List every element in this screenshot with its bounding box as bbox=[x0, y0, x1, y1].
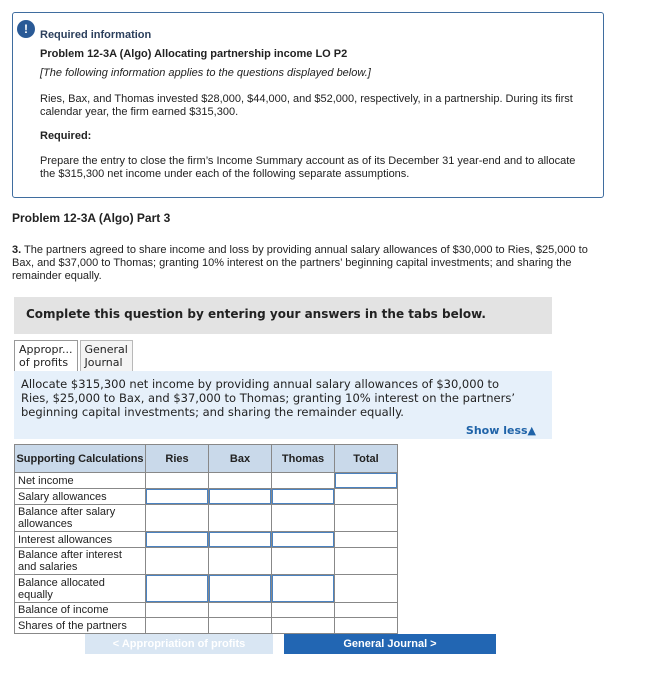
instruction-text: Allocate $315,300 net income by providing annual salary allowances of $30,000 to Ries, $25,000 to Bax, and $37,000 to Thomas; granting 10% interest on the partners’ beginning capital investments; and sharing the remainder equally. bbox=[21, 377, 515, 419]
input-equal-thomas[interactable] bbox=[272, 575, 334, 602]
row-label: Salary allowances bbox=[15, 489, 146, 505]
table-row bbox=[15, 603, 398, 618]
input-salary-thomas[interactable] bbox=[272, 489, 334, 504]
cell-thomas bbox=[272, 473, 335, 489]
part-title: Problem 12-3A (Algo) Part 3 bbox=[12, 211, 171, 225]
cell-thomas bbox=[272, 603, 335, 618]
question-body: The partners agreed to share income and loss by providing annual salary allowances of $30,000 to Ries, $25,000 to Bax, and $37,000 to Thomas; granting 10% interest on the partners’ beginning capital investments; and sharing the remainder equally. bbox=[12, 244, 588, 282]
row-label: Balance allocated equally bbox=[15, 575, 146, 603]
input-equal-bax[interactable] bbox=[209, 575, 271, 602]
header-ries: Ries bbox=[146, 445, 209, 473]
input-equal-ries[interactable] bbox=[146, 575, 208, 602]
required-text: Prepare the entry to close the firm’s Income Summary account as of its December 31 year-end and to allocate the $315,300 net income under each of the following separate assumptions. bbox=[40, 155, 576, 180]
tab-label-line1: Appropr... bbox=[19, 343, 73, 356]
input-interest-bax[interactable] bbox=[209, 532, 271, 547]
header-bax: Bax bbox=[209, 445, 272, 473]
input-interest-ries[interactable] bbox=[146, 532, 208, 547]
previous-tab-button[interactable]: < Appropriation of profits bbox=[85, 634, 273, 654]
table-row bbox=[15, 473, 398, 489]
cell-ries bbox=[146, 618, 209, 634]
table-row bbox=[15, 532, 398, 548]
header-thomas: Thomas bbox=[272, 445, 335, 473]
cell-total bbox=[335, 575, 398, 603]
instruction-panel bbox=[14, 371, 552, 439]
complete-prompt-bar bbox=[14, 297, 552, 334]
table-row bbox=[15, 505, 398, 532]
row-label: Net income bbox=[15, 473, 146, 489]
cell-total bbox=[335, 548, 398, 575]
cell-ries bbox=[146, 603, 209, 618]
table-row bbox=[15, 575, 398, 603]
cell-thomas bbox=[272, 532, 335, 548]
cell-ries bbox=[146, 473, 209, 489]
input-salary-bax[interactable] bbox=[209, 489, 271, 504]
cell-bax bbox=[209, 505, 272, 532]
header-total: Total bbox=[335, 445, 398, 473]
problem-title: Problem 12-3A (Algo) Allocating partnership income LO P2 bbox=[40, 48, 348, 60]
cell-total bbox=[335, 603, 398, 618]
tab-label-line2: Journal bbox=[84, 356, 123, 369]
cell-ries bbox=[146, 532, 209, 548]
cell-thomas bbox=[272, 575, 335, 603]
cell-thomas bbox=[272, 548, 335, 575]
applies-note: [The following information applies to the questions displayed below.] bbox=[40, 67, 371, 79]
table-row bbox=[15, 489, 398, 505]
cell-ries bbox=[146, 489, 209, 505]
cell-thomas bbox=[272, 489, 335, 505]
table-row bbox=[15, 548, 398, 575]
cell-ries bbox=[146, 575, 209, 603]
cell-total bbox=[335, 473, 398, 489]
cell-bax bbox=[209, 548, 272, 575]
row-label: Balance after interest and salaries bbox=[15, 548, 146, 575]
cell-bax bbox=[209, 473, 272, 489]
next-tab-button[interactable]: General Journal > bbox=[284, 634, 496, 654]
tab-appropriation-of-profits[interactable] bbox=[14, 340, 78, 371]
cell-bax bbox=[209, 489, 272, 505]
question-number: 3. bbox=[12, 244, 22, 256]
scenario-text: Ries, Bax, and Thomas invested $28,000, $44,000, and $52,000, respectively, in a partnership. During its first calendar year, the firm earned $315,300. bbox=[40, 93, 573, 118]
tab-general-journal[interactable] bbox=[80, 340, 133, 371]
table-row bbox=[15, 618, 398, 634]
required-label: Required: bbox=[40, 130, 92, 142]
row-label: Balance of income bbox=[15, 603, 146, 618]
tab-label-line1: General bbox=[84, 343, 128, 356]
tab-bar bbox=[14, 340, 133, 371]
table-header-row bbox=[15, 445, 398, 473]
cell-total bbox=[335, 489, 398, 505]
cell-total bbox=[335, 532, 398, 548]
cell-bax bbox=[209, 603, 272, 618]
cell-ries bbox=[146, 548, 209, 575]
cell-total bbox=[335, 505, 398, 532]
cell-ries bbox=[146, 505, 209, 532]
alert-icon: ! bbox=[17, 20, 35, 38]
cell-bax bbox=[209, 618, 272, 634]
input-net-income-total[interactable] bbox=[335, 473, 397, 488]
cell-bax bbox=[209, 575, 272, 603]
cell-bax bbox=[209, 532, 272, 548]
show-less-link[interactable]: Show less▲ bbox=[465, 424, 536, 437]
input-salary-ries[interactable] bbox=[146, 489, 208, 504]
question-text bbox=[12, 244, 612, 283]
cell-total bbox=[335, 618, 398, 634]
cell-thomas bbox=[272, 618, 335, 634]
complete-prompt: Complete this question by entering your answers in the tabs below. bbox=[26, 307, 486, 321]
supporting-calculations-table bbox=[14, 444, 398, 634]
tab-label-line2: of profits bbox=[19, 356, 69, 369]
row-label: Interest allowances bbox=[15, 532, 146, 548]
input-interest-thomas[interactable] bbox=[272, 532, 334, 547]
row-label: Shares of the partners bbox=[15, 618, 146, 634]
header-supporting-calculations: Supporting Calculations bbox=[15, 445, 146, 473]
cell-thomas bbox=[272, 505, 335, 532]
row-label: Balance after salary allowances bbox=[15, 505, 146, 532]
required-information-heading: Required information bbox=[40, 29, 152, 41]
